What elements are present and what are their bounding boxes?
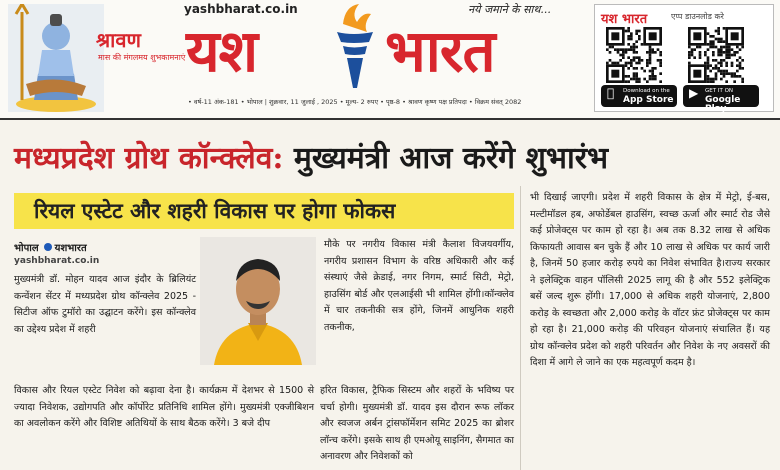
bullet-dot-icon — [44, 243, 52, 251]
qr-code-icon[interactable] — [603, 27, 665, 83]
tagline: नये जमाने के साथ... — [468, 3, 551, 16]
article-column-1-bottom — [14, 383, 314, 433]
festival-subtitle: मास की मंगलमय शुभकामनाएं — [98, 53, 186, 62]
website-url[interactable]: yashbharat.co.in — [184, 2, 298, 16]
app-store-small: Download on the — [623, 88, 670, 94]
shiva-illustration — [8, 4, 104, 112]
app-download-label: एप्प डाउनलोड करे — [671, 12, 724, 21]
article-text: हरित विकास, ट्रैफिक सिस्टम और शहरों के भविष्य पर चर्चा होगी। मुख्यमंत्री डॉ. यादव इस दौरान रूफ लॉकर और स्वजज अर्बन ट्रांसफॉर्मेशन समिट 2025 का ब्रोशर लॉन्च करेंगे। इसके साथ ही एमओयू साइनिंग, सैगमात का अनावरण और निवेशकों को — [320, 385, 514, 462]
article-text: विकास और रियल एस्टेट निवेश को बढ़ावा देना है। कार्यक्रम में देशभर से 1500 से ज्यादा निवेशक, उद्योगपति और कॉर्पोरेट प्रतिनिधि शामिल होंगे। मुख्यमंत्री एक्जीबिशन का अवलोकन करेंगे और विशिष्ट अतिथियों के साथ बैठक करेंगे। 3 बजे दीप — [14, 385, 314, 429]
play-icon: ▶ — [689, 86, 699, 100]
apple-icon — [607, 89, 614, 98]
festival-title: श्रावण — [96, 28, 141, 52]
article-column-2-top — [324, 237, 514, 336]
subheadline-banner: रियल एस्टेट और शहरी विकास पर होगा फोकस — [14, 193, 514, 229]
chief-minister-photo — [200, 237, 316, 365]
app-download-box — [594, 4, 774, 112]
web-credit: yashbharat.co.in — [14, 256, 100, 266]
dateline: भोपाल — [14, 243, 39, 254]
article-column-2-bottom — [320, 383, 514, 466]
google-play-label: Google Play — [705, 95, 741, 114]
article-column-3 — [530, 190, 770, 372]
qr-code-icon[interactable] — [685, 27, 747, 83]
app-store-label: App Store — [623, 95, 674, 105]
app-store-button[interactable] — [601, 85, 677, 107]
google-play-button[interactable] — [683, 85, 759, 114]
byline — [14, 240, 87, 254]
headline-part-red: मध्यप्रदेश ग्रोथ कॉन्क्लेव: — [14, 141, 284, 176]
article-headline — [14, 136, 608, 177]
article-text: मौके पर नगरीय विकास मंत्री कैलाश विजयवर्गीय, नगरीय प्रशासन विभाग के वरिष्ठ अधिकारी और कई संस्थाएं जैसे क्रेडाई, नगर निगम, स्मार्ट सिटी, मेट्रो, हाउसिंग बोर्ड और एलआईसी भी शामिल होंगी।कॉन्क्लेव में चार तकनीकी सत्र होंगे, जिनमें आधुनिक शहरी तकनीक, — [324, 239, 514, 333]
masthead-divider — [0, 118, 780, 120]
portrait-illustration — [200, 237, 316, 365]
brand-name-bharat: भारत — [385, 17, 495, 85]
column-rule — [520, 186, 521, 470]
edition-info-bar: • वर्ष-11 अंक-181 • भोपाल | शुक्रवार, 11 जुलाई , 2025 • मूल्य- 2 रुपए • पृष्ठ-8 • श्रावण कृष्ण पक्ष प्रतिपदा • विक्रम संवत् 2082 — [188, 98, 522, 106]
masthead — [0, 0, 780, 118]
article-column-1-top — [14, 272, 196, 338]
app-brand: यश भारत — [601, 12, 648, 27]
brand-name-yash: यश — [186, 17, 258, 85]
festival-greeting — [96, 26, 188, 66]
agency: यशभारत — [54, 243, 87, 254]
google-play-small: GET IT ON — [705, 88, 734, 94]
article-text: मुख्यमंत्री डॉ. मोहन यादव आज इंदौर के ब्रिलियंट कन्वेंशन सेंटर में मध्यप्रदेश ग्रोथ कॉन्क्लेव 2025 - सिटीज ऑफ टुमॉरो का उद्घाटन करेंगे। इस कॉन्क्लेव का उद्देश्य प्रदेश में शहरी — [14, 274, 196, 335]
article-text: भी दिखाई जाएगी। प्रदेश में शहरी विकास के क्षेत्र में मेट्रो, ई-बस, मल्टीमॉडल हब, अफोर्डेबल हाउसिंग, स्वच्छ ऊर्जा और स्मार्ट रोड जैसे कई प्रोजेक्ट्स पर काम हो रहा है। अब तक 8.32 लाख से अधिक किफायती आवास बन चुके हैं और 10 लाख से अधिक पर कार्य जारी है, जिनमें 50 हजार करोड़ रुपये का निवेश संभावित है।राज्य सरकार ने इलेक्ट्रिक वाहन पॉलिसी 2025 लागू की है और 552 इलेक्ट्रिक बसें जल्द शुरू होंगी। 17,000 से अधिक शहरी योजनाएं, 2,800 करोड़ के स्वच्छता और 2,000 करोड़ के वॉटर फ्रंट प्रोजेक्ट्स पर काम हो रहा है। 21,000 करोड़ की परिवहन योजनाएं संचालित हैं। यह ग्रोथ कॉन्क्लेव प्रदेश को शहरी परिवर्तन और निवेश के नए अवसरों की दिशा में आगे ले जाने का एक महत्वपूर्ण कदम है। — [530, 192, 770, 368]
headline-part-black: मुख्यमंत्री आज करेंगे शुभारंभ — [283, 141, 609, 176]
torch-logo-icon — [323, 2, 385, 92]
